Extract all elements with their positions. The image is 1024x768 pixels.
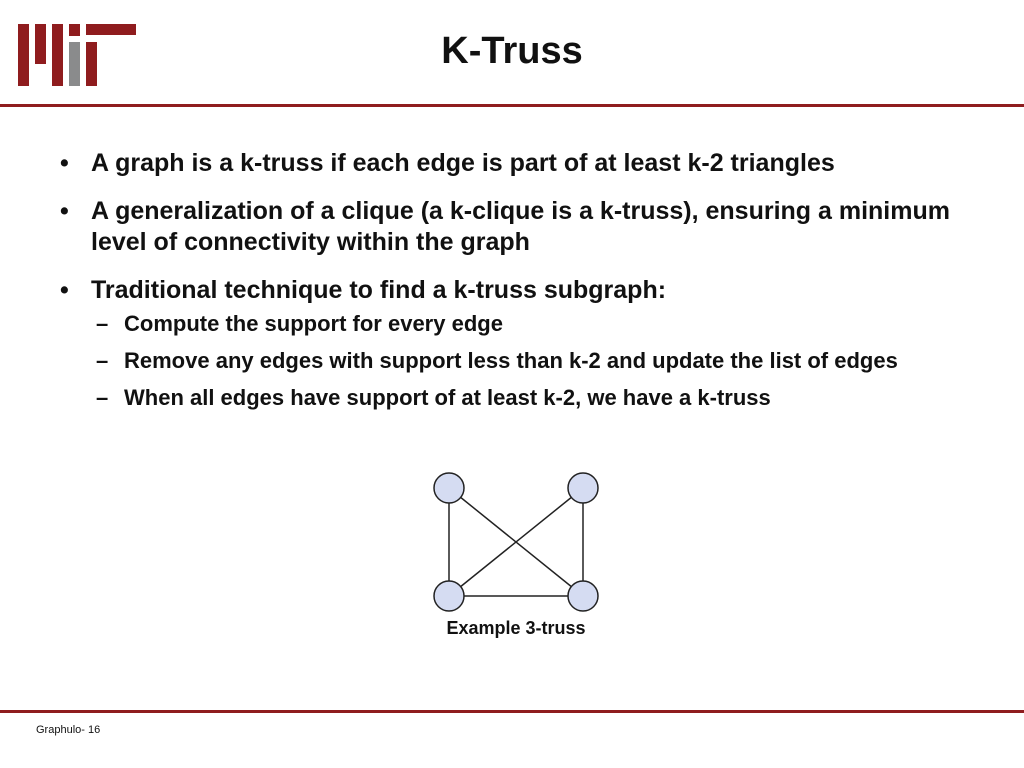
node-n2 [568, 473, 598, 503]
dash-icon: – [96, 348, 109, 373]
sub-bullet-text: When all edges have support of at least k-2, we have a k-truss [124, 385, 771, 410]
bullet-text: Traditional technique to find a k-truss subgraph: [91, 276, 667, 304]
dash-icon: – [96, 385, 109, 410]
bullet-item [56, 148, 956, 179]
sub-bullet-item [56, 347, 956, 375]
slide-title [0, 30, 1024, 73]
node-n3 [434, 581, 464, 611]
sub-bullet-text: Compute the support for every edge [124, 311, 503, 336]
graph-svg [420, 466, 620, 616]
bullet-item [56, 196, 956, 258]
bullet-text: A generalization of a clique (a k-clique is a k-truss), ensuring a minimum level of connectivity within the graph [91, 197, 950, 256]
truss-diagram [420, 466, 620, 616]
node-n1 [434, 473, 464, 503]
bullet-dot-icon: • [60, 276, 69, 304]
bullet-dot-icon: • [60, 149, 69, 177]
footer-divider [0, 710, 1024, 713]
bullet-list [56, 148, 956, 421]
header-divider [0, 104, 1024, 107]
sub-bullet-item [56, 310, 956, 338]
sub-bullet-text: Remove any edges with support less than k-2 and update the list of edges [124, 348, 898, 373]
dash-icon: – [96, 311, 109, 336]
bullet-text: A graph is a k-truss if each edge is part of at least k-2 triangles [91, 149, 835, 177]
bullet-item [56, 275, 956, 306]
diagram-caption: Example 3-truss [446, 618, 586, 638]
slide-title-text: K-Truss [441, 30, 583, 72]
footer-text: Graphulo- 16 [36, 724, 101, 736]
sub-bullet-item [56, 384, 956, 412]
bullet-dot-icon: • [60, 197, 69, 225]
node-n4 [568, 581, 598, 611]
